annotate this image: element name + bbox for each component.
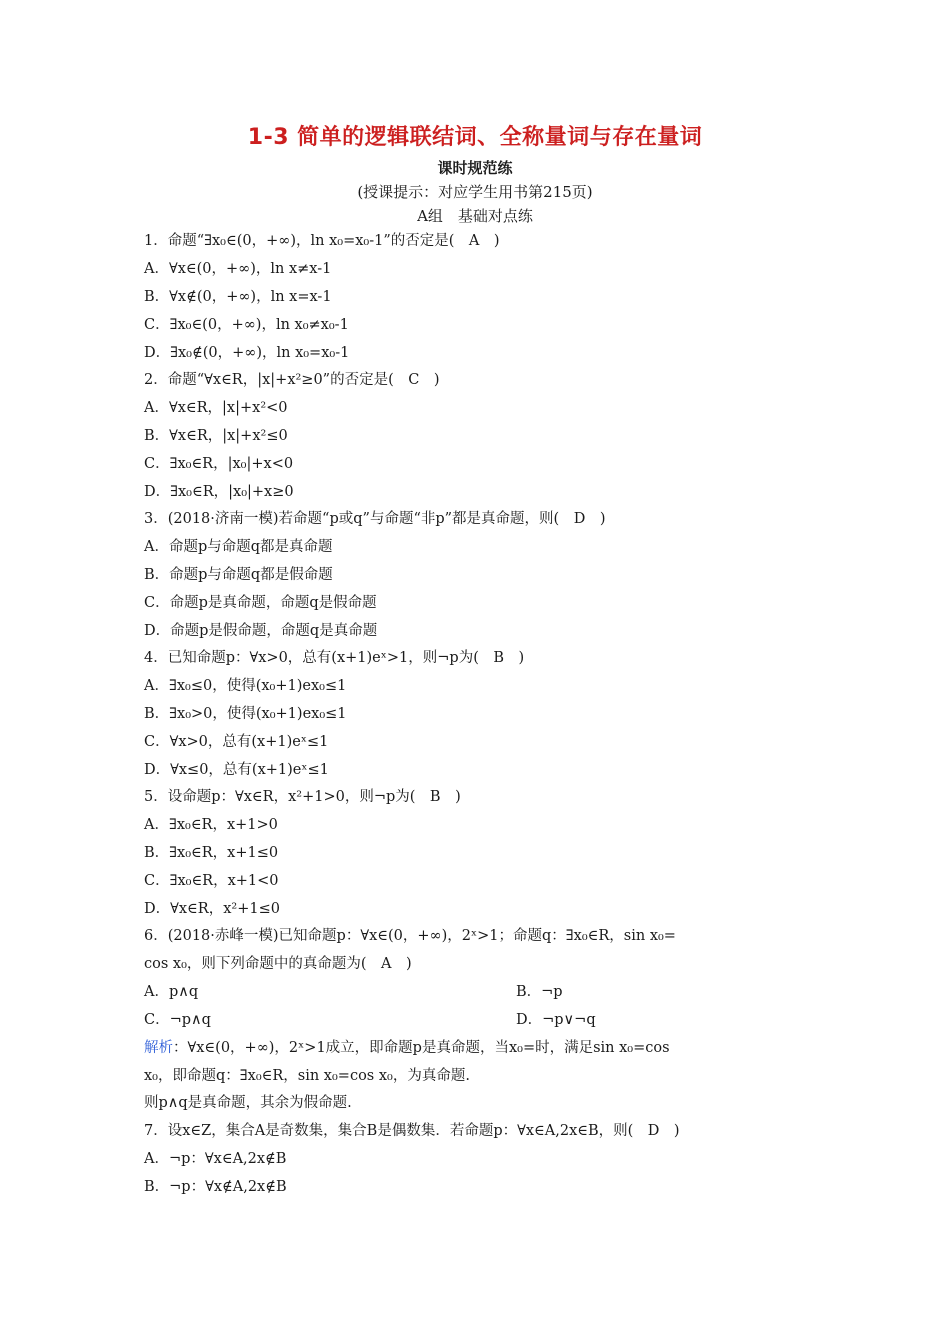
option-4c: C．∀x>0，总有(x+1)eˣ≤1 [144, 734, 329, 750]
analysis-label: 解析 [144, 1040, 173, 1056]
option-1c: C．∃x₀∈(0，+∞)，ln x₀≠x₀-1 [144, 317, 349, 333]
question-1: 1．命题“∃x₀∈(0，+∞)，ln x₀=x₀-1”的否定是( A ) [144, 233, 500, 249]
option-3a: A．命题p与命题q都是真命题 [144, 539, 333, 555]
option-4b: B．∃x₀>0，使得(x₀+1)ex₀≤1 [144, 706, 347, 722]
option-5c: C．∃x₀∈R，x+1<0 [144, 873, 279, 889]
option-3c: C．命题p是真命题，命题q是假命题 [144, 595, 377, 611]
hint: (授课提示：对应学生用书第215页) [357, 183, 593, 201]
option-7b: B．¬p：∀x∉A,2x∉B [144, 1179, 287, 1195]
option-4d: D．∀x≤0，总有(x+1)eˣ≤1 [144, 762, 329, 778]
group-heading: A组 基础对点练 [417, 207, 533, 225]
page-title: 1-3 简单的逻辑联结词、全称量词与存在量词 [247, 125, 703, 150]
option-1d: D．∃x₀∉(0，+∞)，ln x₀=x₀-1 [144, 345, 350, 361]
question-6-cont: cos x₀，则下列命题中的真命题为( A ) [144, 956, 412, 972]
option-1b: B．∀x∉(0，+∞)，ln x=x-1 [144, 289, 332, 305]
option-4a: A．∃x₀≤0，使得(x₀+1)ex₀≤1 [144, 678, 347, 694]
question-2: 2．命题“∀x∈R，|x|+x²≥0”的否定是( C ) [144, 372, 440, 388]
analysis-line-1 [144, 1038, 814, 1058]
option-2a: A．∀x∈R，|x|+x²<0 [144, 400, 288, 416]
option-5a: A．∃x₀∈R，x+1>0 [144, 817, 278, 833]
option-6a: A．p∧q [144, 984, 199, 1000]
option-2d: D．∃x₀∈R，|x₀|+x≥0 [144, 484, 294, 500]
analysis-text-1: ：∀x∈(0，+∞)，2ˣ>1成立，即命题p是真命题，当x₀=时，满足sin x₀=cos [173, 1040, 670, 1056]
option-2b: B．∀x∈R，|x|+x²≤0 [144, 428, 288, 444]
option-5d: D．∀x∈R，x²+1≤0 [144, 901, 280, 917]
option-2c: C．∃x₀∈R，|x₀|+x<0 [144, 456, 294, 472]
question-3: 3．(2018·济南一模)若命题“p或q”与命题“非p”都是真命题，则( D ) [144, 511, 606, 527]
question-5: 5．设命题p：∀x∈R，x²+1>0，则¬p为( B ) [144, 789, 461, 805]
option-6d: D．¬p∨¬q [516, 1012, 596, 1028]
option-3b: B．命题p与命题q都是假命题 [144, 567, 333, 583]
option-6c: C．¬p∧q [144, 1012, 211, 1028]
analysis-line-3: 则p∧q是真命题，其余为假命题. [144, 1095, 352, 1111]
option-7a: A．¬p：∀x∈A,2x∉B [144, 1151, 287, 1167]
question-6: 6．(2018·赤峰一模)已知命题p：∀x∈(0，+∞)，2ˣ>1；命题q：∃x₀∈R，sin x₀= [144, 928, 676, 944]
option-5b: B．∃x₀∈R，x+1≤0 [144, 845, 279, 861]
option-6b: B．¬p [516, 984, 563, 1000]
option-1a: A．∀x∈(0，+∞)，ln x≠x-1 [144, 261, 332, 277]
analysis-line-2: x₀，即命题q：∃x₀∈R，sin x₀=cos x₀，为真命题. [144, 1068, 470, 1084]
option-3d: D．命题p是假命题，命题q是真命题 [144, 623, 378, 639]
question-7: 7．设x∈Z，集合A是奇数集，集合B是偶数集．若命题p：∀x∈A,2x∈B，则( D ) [144, 1123, 680, 1139]
question-4: 4．已知命题p：∀x>0，总有(x+1)eˣ>1，则¬p为( B ) [144, 650, 525, 666]
subtitle: 课时规范练 [437, 159, 513, 177]
